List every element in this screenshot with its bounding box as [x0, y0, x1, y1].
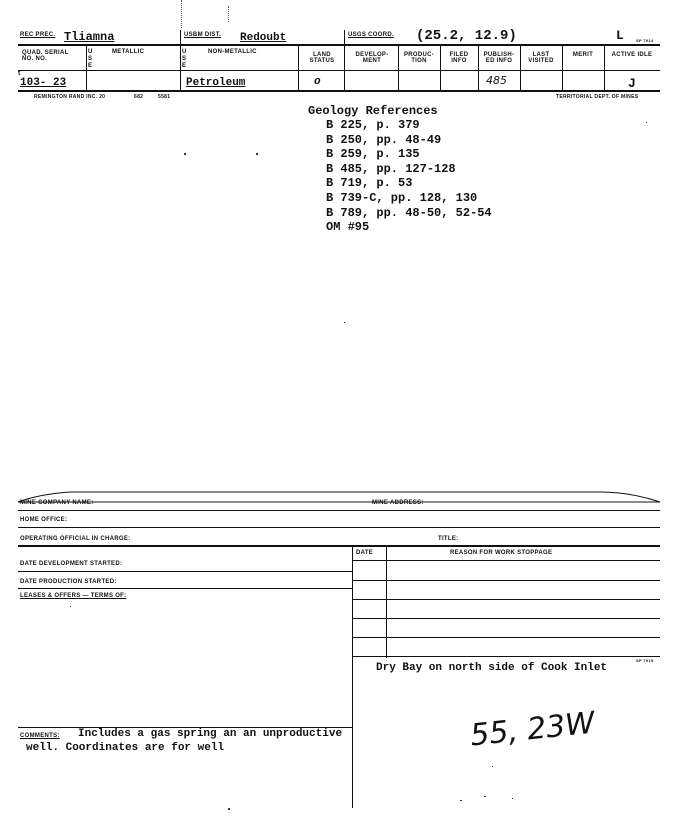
- table-rule: [352, 599, 660, 600]
- reference-item: OM #95: [326, 220, 370, 235]
- reference-item: B 739-C, pp. 128, 130: [326, 190, 478, 205]
- speck: [256, 153, 258, 155]
- metallic-label: METALLIC: [112, 49, 145, 55]
- usgs-coord-label: USGS COORD.: [348, 32, 394, 38]
- reference-item: B 719, p. 53: [326, 176, 413, 191]
- leases-label: LEASES & OFFERS — TERMS OF:: [20, 593, 127, 599]
- operating-official-label: OPERATING OFFICIAL IN CHARGE:: [20, 536, 131, 542]
- mark-small: t: [18, 70, 21, 77]
- header-rule: [18, 70, 660, 71]
- location-text: Dry Bay on north side of Cook Inlet: [376, 662, 608, 674]
- comments-line-1: Includes a gas spring an an unproductive: [78, 728, 343, 740]
- usbm-dist-value: Redoubt: [240, 32, 287, 44]
- comments-line-2: well. Coordinates are for well: [26, 742, 225, 754]
- column-divider: [298, 46, 299, 90]
- mine-address-label: MINE ADDRESS:: [372, 500, 424, 506]
- reference-item: B 250, pp. 48-49: [326, 132, 442, 147]
- usgs-coord-value: (25.2, 12.9): [416, 28, 517, 44]
- printer-code-2: 5581: [158, 94, 171, 100]
- form-rule: [18, 545, 660, 547]
- s-label: S: [88, 56, 93, 62]
- nonmetallic-label: NON-METALLIC: [208, 49, 257, 55]
- references-title: Geology References: [308, 104, 438, 118]
- top-curve: [0, 486, 678, 506]
- date-label: DATE: [356, 550, 374, 556]
- reason-label: REASON FOR WORK STOPPAGE: [450, 550, 553, 556]
- corner-letter: L: [616, 28, 624, 43]
- territorial-label: TERRITORIAL DEPT. OF MINES: [556, 94, 639, 100]
- form-rule: [18, 527, 660, 528]
- comments-label: COMMENTS:: [20, 733, 60, 739]
- active-idle-label: ACTIVE IDLE: [611, 52, 653, 58]
- quad-serial-label: QUAD. SERIAL NO. NO.: [22, 50, 69, 62]
- mine-company-label: MINE COMPANY NAME:: [20, 500, 94, 506]
- speck: [228, 808, 230, 810]
- box-divider: [352, 658, 353, 808]
- speck: [512, 798, 513, 799]
- speck: [484, 796, 486, 797]
- table-rule: [352, 618, 660, 619]
- form-rule: [18, 510, 660, 511]
- speck: [646, 122, 647, 123]
- printer-code-1: 682: [134, 94, 144, 100]
- form-rule: [18, 588, 352, 589]
- home-office-label: HOME OFFICE:: [20, 517, 68, 523]
- table-rule: [352, 580, 660, 581]
- column-divider: [520, 46, 521, 90]
- reference-item: B 259, p. 135: [326, 147, 420, 162]
- dev-started-label: DATE DEVELOPMENT STARTED:: [20, 561, 123, 567]
- commodity-value: Petroleum: [186, 77, 246, 89]
- column-divider: [344, 30, 345, 90]
- develop-label: DEVELOP- MENT: [355, 52, 389, 64]
- usbm-dist-label: USBM DIST.: [184, 32, 222, 38]
- last-visited-label: LAST VISITED: [528, 52, 554, 64]
- e2-label: E: [182, 63, 187, 69]
- merit-label: MERIT: [572, 52, 594, 58]
- e-label: E: [88, 63, 93, 69]
- published-label: PUBLISH- ED INFO: [483, 52, 515, 64]
- rec-prec-label: REC PREC.: [20, 32, 56, 38]
- production-label: PRODUC- TION: [403, 52, 435, 64]
- table-rule: [352, 656, 660, 657]
- s2-label: S: [182, 56, 187, 62]
- prod-started-label: DATE PRODUCTION STARTED:: [20, 579, 117, 585]
- column-divider: [604, 46, 605, 90]
- form-number: SP 7914: [636, 38, 654, 43]
- form-rule: [18, 571, 352, 572]
- column-divider: [398, 46, 399, 90]
- speck: [70, 606, 71, 607]
- reference-item: B 225, p. 379: [326, 118, 420, 132]
- column-divider: [86, 46, 87, 90]
- table-divider: [352, 546, 353, 658]
- column-divider: [180, 30, 181, 90]
- speck: [184, 153, 186, 155]
- filed-label: FILED INFO: [449, 52, 469, 64]
- speck: [344, 322, 345, 323]
- table-rule: [352, 560, 660, 561]
- reference-item: B 789, pp. 48-50, 52-54: [326, 205, 492, 220]
- printer-line: REMINGTON RAND INC. 20: [34, 94, 106, 100]
- references-list: [326, 118, 492, 235]
- tick-mark: [181, 0, 182, 28]
- u-label: U: [88, 49, 93, 55]
- rec-prec-value: Tliamna: [64, 30, 115, 44]
- land-status-value: o: [314, 76, 321, 88]
- table-divider: [386, 546, 387, 658]
- handwritten-coordinate: 55, 23W: [468, 705, 597, 754]
- quad-value: 103- 23: [20, 77, 67, 89]
- table-rule: [352, 637, 660, 638]
- column-divider: [440, 46, 441, 90]
- title-label: TITLE:: [438, 536, 459, 542]
- speck: [460, 800, 462, 801]
- speck: [492, 766, 493, 767]
- tick-mark: [228, 6, 229, 22]
- reference-item: B 485, pp. 127-128: [326, 161, 456, 176]
- u2-label: U: [182, 49, 187, 55]
- published-value: 485: [486, 74, 507, 87]
- form-number-2: SP 7915: [636, 658, 654, 663]
- header-rule: [18, 90, 660, 92]
- land-status-label: LAND STATUS: [309, 52, 335, 64]
- column-divider: [562, 46, 563, 90]
- column-divider: [478, 46, 479, 90]
- active-value: J: [628, 76, 636, 91]
- header-rule: [18, 44, 660, 46]
